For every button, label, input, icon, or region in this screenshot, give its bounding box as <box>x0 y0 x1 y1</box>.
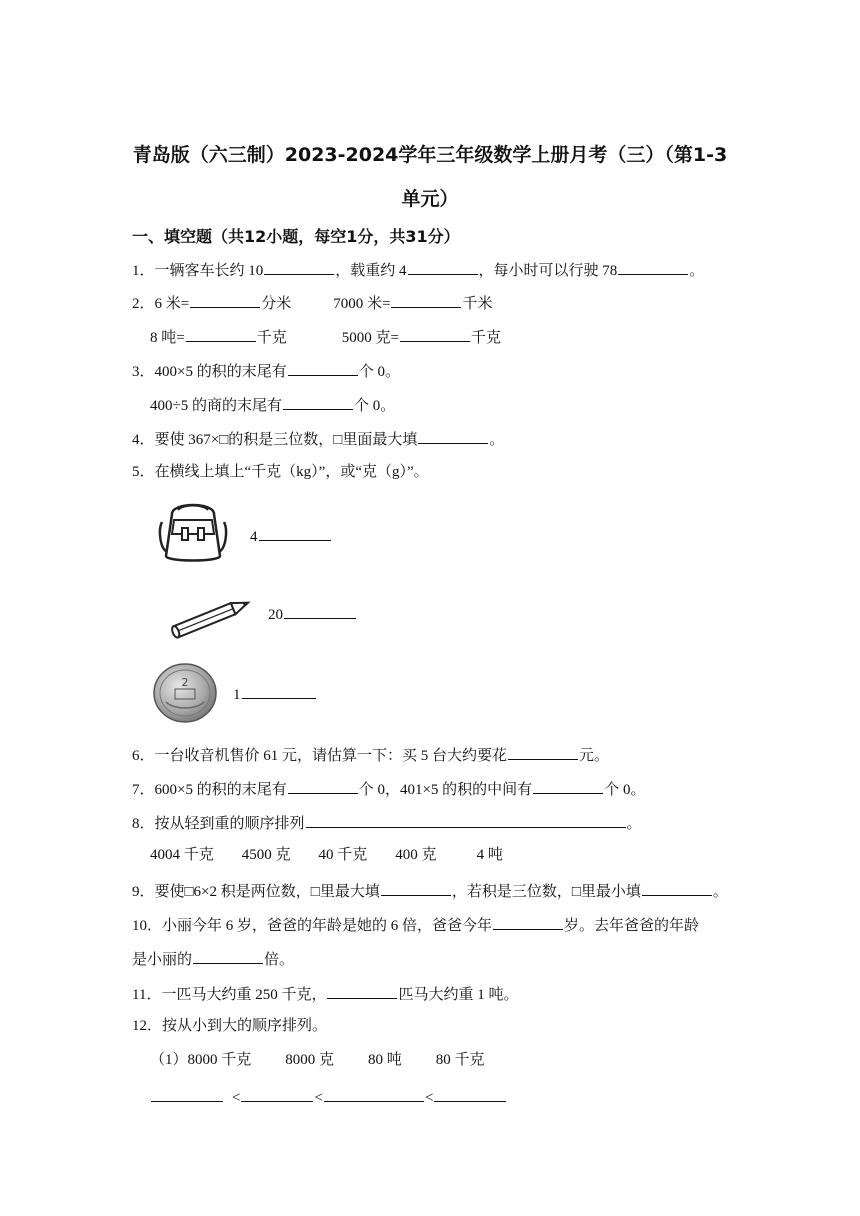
coin-answer: 1 <box>233 682 317 704</box>
page-title: 青岛版（六三制）2023-2024学年三年级数学上册月考（三）（第1-3 <box>132 144 728 166</box>
answer-blank[interactable] <box>288 359 358 376</box>
svg-text:2: 2 <box>181 676 189 689</box>
answer-blank[interactable] <box>288 777 358 794</box>
answer-blank[interactable] <box>533 777 603 794</box>
question-11: 11．一匹马大约重 250 千克， 匹马大约重 1 吨。 <box>132 982 518 1005</box>
question-8-items: 4004 千克 4500 克 40 千克 400 克 4 吨 <box>150 847 503 863</box>
answer-blank[interactable] <box>190 291 260 308</box>
page-title-continued: 单元） <box>401 188 459 210</box>
answer-blank[interactable] <box>408 258 478 275</box>
answer-blank[interactable] <box>493 913 563 930</box>
answer-blank[interactable] <box>283 393 353 410</box>
answer-blank[interactable] <box>618 258 688 275</box>
question-8: 8．按从轻到重的顺序排列 。 <box>132 811 642 834</box>
answer-blank[interactable] <box>327 982 397 999</box>
question-4: 4．要使 367×□的积是三位数，□里面最大填 。 <box>132 427 504 450</box>
question-6: 6．一台收音机售价 61 元，请估算一下：买 5 台大约要花 元。 <box>132 743 609 766</box>
answer-blank[interactable] <box>642 879 712 896</box>
question-12: 12．按从小到大的顺序排列。 <box>132 1018 328 1034</box>
question-12-items: （1）8000 千克 8000 克 80 吨 80 千克 <box>150 1052 485 1068</box>
answer-blank[interactable] <box>264 258 334 275</box>
question-10: 10．小丽今年 6 岁，爸爸的年龄是她的 6 倍，爸爸今年 岁。去年爸爸的年龄 <box>132 913 699 936</box>
backpack-icon <box>158 500 228 566</box>
answer-blank[interactable] <box>259 524 331 541</box>
answer-blank[interactable] <box>306 811 626 828</box>
answer-blank[interactable] <box>381 879 451 896</box>
answer-blank[interactable] <box>391 291 461 308</box>
answer-blank[interactable] <box>193 947 263 964</box>
pencil-icon <box>165 596 255 640</box>
answer-blank[interactable] <box>400 325 470 342</box>
answer-blank[interactable] <box>284 602 356 619</box>
pencil-answer: 20 <box>268 602 357 624</box>
backpack-answer: 4 <box>250 524 332 546</box>
question-12-ordering: < < < <box>150 1085 507 1108</box>
coin-icon <box>152 662 218 724</box>
question-5: 5．在横线上填上“千克（kg）”，或“克（g）”。 <box>132 464 429 480</box>
answer-blank[interactable] <box>324 1085 424 1102</box>
answer-blank[interactable] <box>418 427 488 444</box>
answer-blank[interactable] <box>151 1085 223 1102</box>
section-heading: 一、填空题（共12小题，每空1分，共31分） <box>132 227 460 246</box>
question-9: 9．要使□6×2 积是两位数，□里最大填 ，若积是三位数，□里最小填 。 <box>132 879 728 902</box>
question-2: 2．6 米= 分米 7000 米= 千米 <box>132 291 492 314</box>
answer-blank[interactable] <box>242 682 316 699</box>
question-3: 3．400×5 的积的末尾有 个 0。 <box>132 359 400 382</box>
answer-blank[interactable] <box>434 1085 506 1102</box>
question-7: 7．600×5 的积的末尾有 个 0，401×5 的积的中间有 个 0。 <box>132 777 645 800</box>
answer-blank[interactable] <box>508 743 578 760</box>
question-10-row-2: 是小丽的 倍。 <box>132 947 294 970</box>
question-2-row-2: 8 吨= 千克 5000 克= 千克 <box>150 325 501 348</box>
answer-blank[interactable] <box>186 325 256 342</box>
answer-blank[interactable] <box>241 1085 313 1102</box>
question-3-row-2: 400÷5 的商的末尾有 个 0。 <box>150 393 395 416</box>
question-1: 1．一辆客车长约 10 ，载重约 4 ，每小时可以行驶 78 。 <box>132 258 704 281</box>
